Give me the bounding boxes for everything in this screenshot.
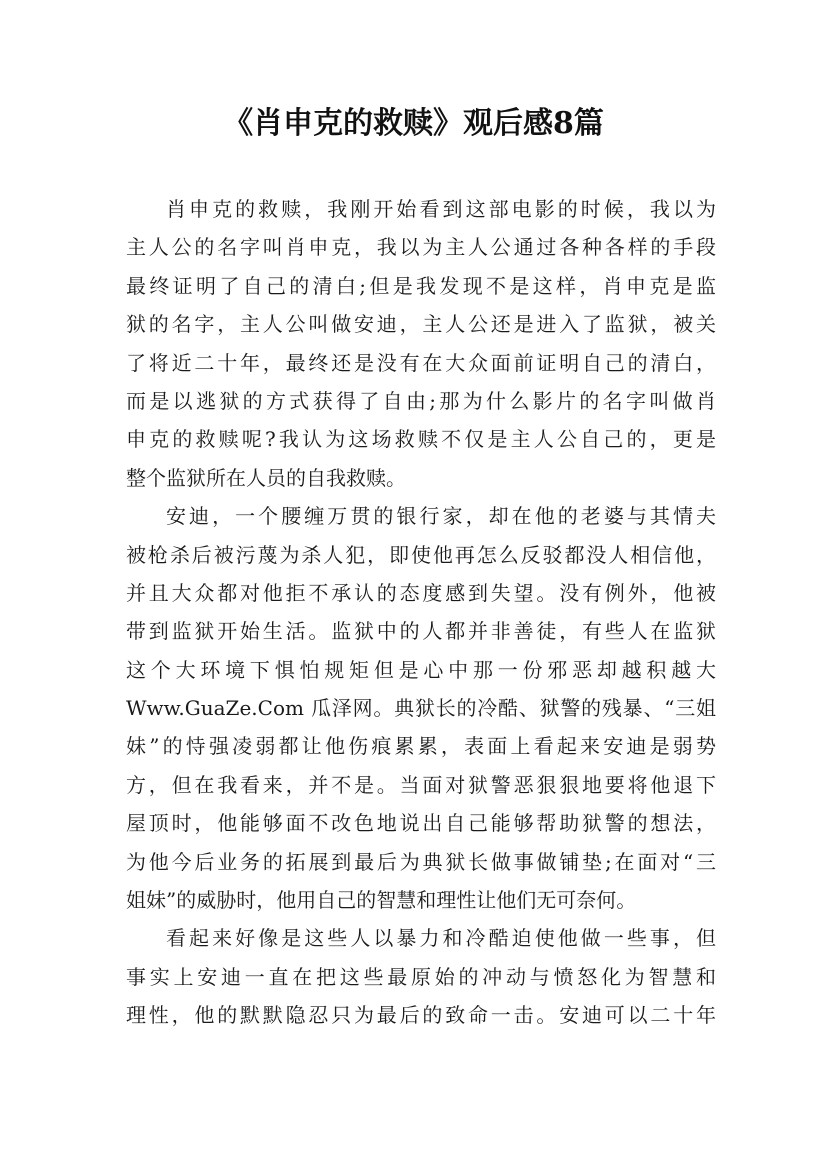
text-line: 带到监狱开始生活。监狱中的人都并非善徒，有些人在监狱 bbox=[126, 619, 716, 644]
text-line: Www.GuaZe.Com 瓜泽网。典狱长的冷酷、狱警的残暴、“三姐 bbox=[126, 696, 716, 721]
text-line: 看起来好像是这些人以暴力和冷酷迫使他做一些事，但 bbox=[166, 926, 716, 951]
text-line: 屋顶时，他能够面不改色地说出自己能够帮助狱警的想法， bbox=[126, 811, 716, 836]
text-line: 主人公的名字叫肖申克，我以为主人公通过各种各样的手段 bbox=[126, 235, 716, 260]
text-line: 被枪杀后被污蔑为杀人犯，即使他再怎么反驳都没人相信他， bbox=[126, 542, 716, 567]
text-line: 整个监狱所在人员的自我救赎。 bbox=[126, 465, 406, 490]
document-body bbox=[126, 190, 716, 1035]
text-line: 肖申克的救赎，我刚开始看到这部电影的时候，我以为 bbox=[166, 197, 716, 221]
text-line: 申克的救赎呢?我认为这场救赎不仅是主人公自己的，更是 bbox=[126, 427, 716, 452]
text-line: 姐妹”的威胁时，他用自己的智慧和理性让他们无可奈何。 bbox=[126, 888, 637, 913]
text-line: 安迪，一个腰缠万贯的银行家，却在他的老婆与其情夫 bbox=[166, 504, 716, 529]
text-line: 并且大众都对他拒不承认的态度感到失望。没有例外，他被 bbox=[126, 580, 716, 605]
text-line: 事实上安迪一直在把这些最原始的冲动与愤怒化为智慧和 bbox=[126, 964, 716, 989]
text-line: 为他今后业务的拓展到最后为典狱长做事做铺垫;在面对“三 bbox=[126, 849, 716, 874]
text-line: 最终证明了自己的清白;但是我发现不是这样，肖申克是监 bbox=[126, 273, 716, 298]
text-line: 方，但在我看来，并不是。当面对狱警恶狠狠地要将他退下 bbox=[126, 772, 716, 797]
text-line: 理性，他的默默隐忍只为最后的致命一击。安迪可以二十年 bbox=[126, 1003, 716, 1028]
text-line: 这个大环境下惧怕规矩但是心中那一份邪恶却越积越大 bbox=[126, 657, 716, 682]
text-line: 狱的名字，主人公叫做安迪，主人公还是进入了监狱，被关 bbox=[126, 312, 716, 337]
text-line: 而是以逃狱的方式获得了自由;那为什么影片的名字叫做肖 bbox=[126, 388, 716, 413]
text-line: 妹”的恃强凌弱都让他伤痕累累，表面上看起来安迪是弱势 bbox=[126, 734, 716, 759]
document-title: 《肖申克的救赎》观后感8篇 bbox=[223, 106, 604, 141]
text-line: 了将近二十年，最终还是没有在大众面前证明自己的清白， bbox=[126, 350, 716, 375]
